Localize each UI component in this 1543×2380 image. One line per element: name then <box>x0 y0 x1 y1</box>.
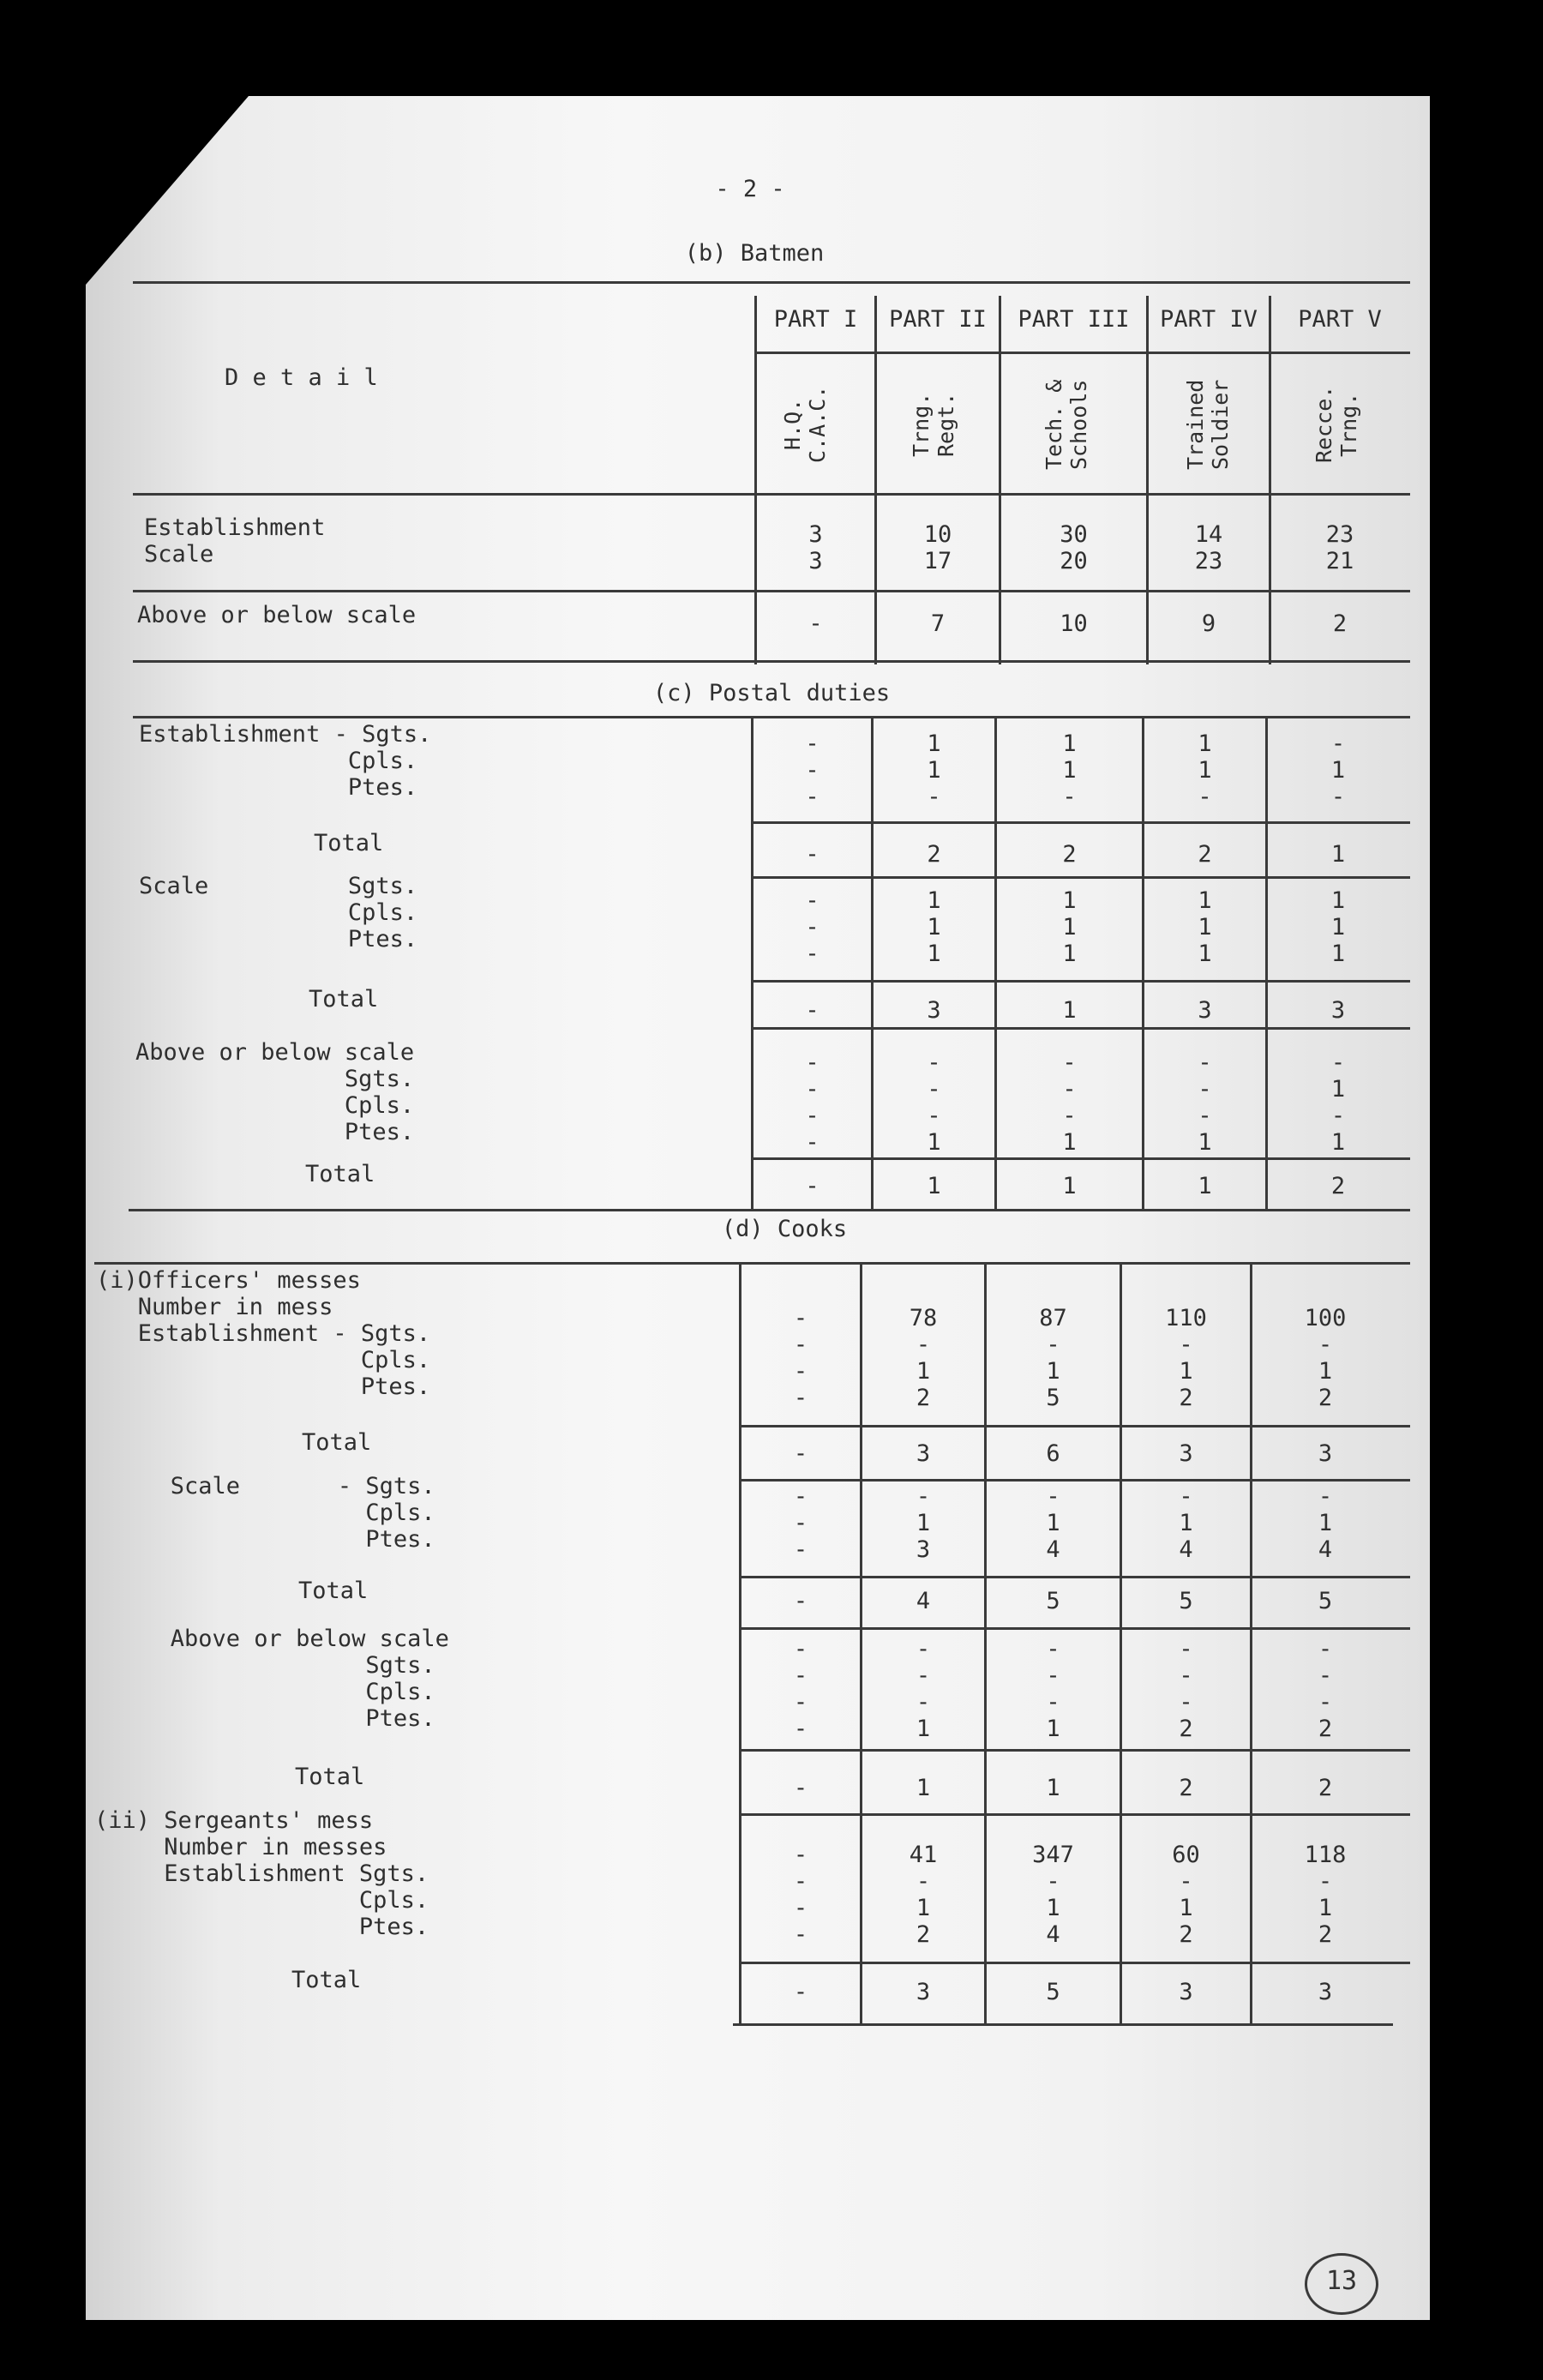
batmen-cell: 10 17 <box>923 521 952 574</box>
postal-est-cell: - 1 - <box>1330 730 1346 810</box>
cooks-scale-total-cell: 5 <box>1318 1588 1333 1614</box>
batmen-above-cell: 10 <box>1060 610 1088 637</box>
row-rule <box>94 1262 1410 1265</box>
cooks-scale-cell: - 1 3 <box>916 1483 931 1563</box>
column-divider <box>999 296 1001 664</box>
part-heading: PART V <box>1298 306 1382 333</box>
cooks-sergeants-cell: 41 - 1 2 <box>909 1842 938 1948</box>
row-rule <box>739 1425 1410 1427</box>
cooks-scale-cell: - 1 4 <box>1318 1483 1333 1563</box>
cooks-scale-cell: - - - <box>793 1483 808 1563</box>
row-rule <box>751 1157 1410 1160</box>
postal-above-total-cell: 1 <box>1198 1173 1212 1199</box>
postal-above-label: Above or below scale Sgts. Cpls. Ptes. <box>135 1039 415 1145</box>
part-heading: PART II <box>889 306 987 333</box>
postal-above-cell: - - - 1 <box>927 1049 941 1156</box>
cooks-above-cell: - - - 2 <box>1318 1636 1333 1742</box>
cooks-scale-cell: - 1 4 <box>1179 1483 1193 1563</box>
cooks-sergeants-total-cell: - <box>793 1979 808 2005</box>
postal-est-cell: 1 1 - <box>1062 730 1077 810</box>
cooks-officers-total-label: Total <box>302 1429 372 1456</box>
cooks-scale-total-cell: 5 <box>1179 1588 1193 1614</box>
part-heading: PART I <box>773 306 858 333</box>
postal-est-cell: 1 1 - <box>1198 730 1212 810</box>
part-heading: PART IV <box>1160 306 1258 333</box>
subheading-trng-regt: Trng. Regt. <box>909 392 958 457</box>
postal-above-total-cell: 1 <box>927 1173 941 1199</box>
part-heading: PART III <box>1018 306 1130 333</box>
column-divider <box>1146 296 1149 664</box>
detail-column-heading: D e t a i l <box>225 364 378 391</box>
cooks-officers-total-cell: 3 <box>916 1440 931 1467</box>
batmen-above-label: Above or below scale <box>137 602 417 628</box>
cooks-sergeants-total-cell: 3 <box>1179 1979 1193 2005</box>
postal-above-cell: - - - 1 <box>1198 1049 1212 1156</box>
cooks-sergeants-cell: 347 - 1 4 <box>1032 1842 1074 1948</box>
postal-scale-total-label: Total <box>309 986 379 1013</box>
header-bottom-rule <box>133 493 1410 496</box>
postal-est-total-cell: 2 <box>927 841 941 868</box>
cooks-above-total-cell: 1 <box>1046 1775 1060 1801</box>
postal-scale-cell: 1 1 1 <box>927 887 941 967</box>
cooks-above-total-label: Total <box>295 1764 365 1790</box>
folio-stamp: 13 <box>1305 2253 1378 2315</box>
cooks-sergeants-label: (ii) Sergeants' mess Number in messes Establishment Sgts. Cpls. Ptes. <box>94 1807 429 1940</box>
cooks-officers-total-cell: - <box>793 1440 808 1467</box>
cooks-sergeants-total-label: Total <box>291 1967 362 1993</box>
postal-scale-total-cell: - <box>805 997 820 1024</box>
cooks-officers-total-cell: 3 <box>1318 1440 1333 1467</box>
cooks-sergeants-cell: - - - - <box>793 1842 808 1948</box>
cooks-scale-total-cell: - <box>793 1588 808 1614</box>
cooks-officers-cell: - - - - <box>793 1305 808 1411</box>
cooks-officers-cell: 87 - 1 5 <box>1039 1305 1067 1411</box>
cooks-sergeants-total-cell: 3 <box>916 1979 931 2005</box>
cooks-officers-cell: 100 - 1 2 <box>1304 1305 1347 1411</box>
row-rule <box>739 1813 1410 1816</box>
cooks-sergeants-total-cell: 5 <box>1046 1979 1060 2005</box>
cooks-above-cell: - - - - <box>793 1636 808 1742</box>
cooks-above-label: Above or below scale Sgts. Cpls. Ptes. <box>170 1626 449 1732</box>
cooks-sergeants-cell: 60 - 1 2 <box>1172 1842 1200 1948</box>
subheading-tech-schools: Tech. & Schools <box>1042 379 1091 470</box>
postal-scale-total-cell: 3 <box>1198 997 1212 1024</box>
page-number: - 2 - <box>715 176 785 202</box>
batmen-cell: 14 23 <box>1194 521 1223 574</box>
postal-scale-cell: 1 1 1 <box>1198 887 1212 967</box>
subheading-recce-trng: Recce. Trng. <box>1312 385 1361 464</box>
table-top-rule <box>133 281 1410 284</box>
cooks-officers-label: (i)Officers' messes Number in mess Establishment - Sgts. Cpls. Ptes. <box>96 1267 431 1400</box>
postal-above-cell: - 1 - 1 <box>1330 1049 1346 1156</box>
batmen-row-label: Establishment Scale <box>144 514 326 568</box>
postal-scale-total-cell: 3 <box>1330 997 1346 1024</box>
postal-est-total-cell: 1 <box>1330 841 1346 868</box>
postal-scale-cell: 1 1 1 <box>1330 887 1346 967</box>
postal-est-cell: 1 1 - <box>927 730 941 810</box>
postal-est-total-cell: - <box>805 841 820 868</box>
cooks-scale-label: Scale - Sgts. Cpls. Ptes. <box>170 1473 435 1553</box>
cooks-scale-cell: - 1 4 <box>1046 1483 1060 1563</box>
cooks-above-total-cell: 2 <box>1179 1775 1193 1801</box>
row-rule <box>739 1576 1410 1578</box>
batmen-above-cell: 7 <box>930 610 946 637</box>
cooks-above-total-cell: - <box>793 1775 808 1801</box>
batmen-cell: 23 21 <box>1325 521 1354 574</box>
postal-scale-total-cell: 3 <box>927 997 941 1024</box>
postal-above-total-cell: - <box>805 1173 820 1199</box>
batmen-above-cell: 9 <box>1201 610 1216 637</box>
row-rule <box>751 821 1410 824</box>
row-rule <box>133 590 1410 592</box>
postal-scale-total-cell: 1 <box>1062 997 1077 1024</box>
cooks-officers-total-cell: 3 <box>1179 1440 1193 1467</box>
row-rule <box>739 1627 1410 1630</box>
cooks-above-total-cell: 1 <box>916 1775 931 1801</box>
cooks-above-cell: - - - 1 <box>916 1636 931 1742</box>
cooks-scale-total-label: Total <box>298 1578 369 1604</box>
cooks-above-total-cell: 2 <box>1318 1775 1333 1801</box>
postal-scale-label: Scale Sgts. Cpls. Ptes. <box>139 873 418 953</box>
batmen-cell: 3 3 <box>808 521 823 574</box>
postal-above-total-cell: 1 <box>1062 1173 1077 1199</box>
postal-est-total-label: Total <box>314 830 384 856</box>
cooks-officers-cell: 110 - 1 2 <box>1165 1305 1207 1411</box>
section-cooks-heading: (d) Cooks <box>721 1216 848 1242</box>
postal-est-cell: - - - <box>805 730 820 810</box>
column-divider <box>1269 296 1271 664</box>
row-rule <box>751 876 1410 879</box>
cooks-officers-cell: 78 - 1 2 <box>909 1305 938 1411</box>
cooks-sergeants-cell: 118 - 1 2 <box>1304 1842 1347 1948</box>
row-rule <box>129 1209 1410 1211</box>
postal-above-cell: - - - - <box>805 1049 820 1156</box>
row-rule <box>739 1749 1410 1752</box>
cooks-above-cell: - - - 1 <box>1046 1636 1060 1742</box>
cooks-scale-total-cell: 5 <box>1046 1588 1060 1614</box>
cooks-officers-total-cell: 6 <box>1046 1440 1060 1467</box>
postal-above-total-label: Total <box>305 1161 375 1187</box>
row-rule <box>751 980 1410 983</box>
column-divider <box>754 296 757 664</box>
postal-above-cell: - - - 1 <box>1062 1049 1077 1156</box>
row-rule <box>739 1962 1410 1964</box>
row-rule <box>751 1027 1410 1030</box>
table-bottom-rule <box>733 2023 1393 2026</box>
section-batmen-heading: (b) Batmen <box>684 240 825 267</box>
section-postal-heading: (c) Postal duties <box>652 680 891 706</box>
postal-est-total-cell: 2 <box>1062 841 1077 868</box>
postal-scale-cell: 1 1 1 <box>1062 887 1077 967</box>
postal-establishment-label: Establishment - Sgts. Cpls. Ptes. <box>139 721 432 801</box>
batmen-cell: 30 20 <box>1060 521 1088 574</box>
postal-scale-cell: - - - <box>805 887 820 967</box>
cooks-above-cell: - - - 2 <box>1179 1636 1193 1742</box>
cooks-scale-total-cell: 4 <box>916 1588 931 1614</box>
row-rule <box>739 1479 1410 1481</box>
postal-above-total-cell: 2 <box>1330 1173 1346 1199</box>
column-divider <box>874 296 877 664</box>
subheading-hq-cac: H.Q. C.A.C. <box>780 385 830 464</box>
part-header-rule <box>754 352 1410 354</box>
batmen-above-cell: 2 <box>1332 610 1348 637</box>
cooks-sergeants-total-cell: 3 <box>1318 1979 1333 2005</box>
row-rule <box>133 716 1410 718</box>
row-rule <box>133 660 1410 663</box>
postal-est-total-cell: 2 <box>1198 841 1212 868</box>
subheading-trained-soldier: Trained Soldier <box>1183 379 1233 470</box>
batmen-above-cell: - <box>808 610 823 637</box>
